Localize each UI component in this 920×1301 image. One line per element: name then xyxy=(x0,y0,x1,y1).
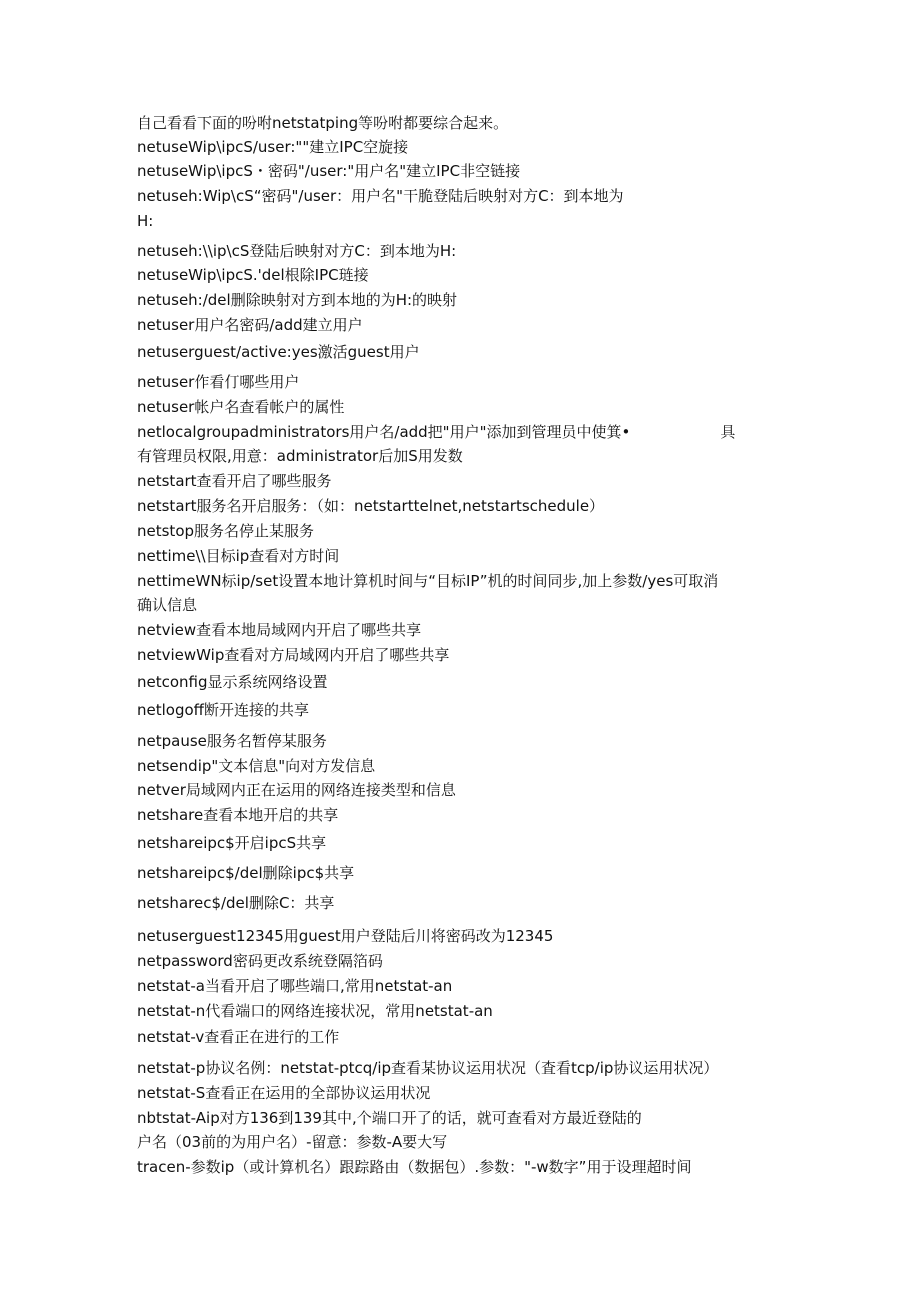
text-line-36: netstat-v查看正在进行的工作 xyxy=(137,1028,340,1046)
text-line-12: netuser帐户名查看帐户的属性 xyxy=(137,398,345,416)
text-line-29: netshareipc$开启ipcS共享 xyxy=(137,834,327,852)
text-line-10: netuserguest/active:yes激活guest用户 xyxy=(137,343,420,361)
text-line-21: netview查看本地局域网内开启了哪些共享 xyxy=(137,621,422,639)
text-line-34: netstat-a当看开启了哪些端口,常用netstat-an xyxy=(137,977,453,995)
text-line-6: netuseh:\\ip\cS登陆后映射对方C：到本地为H: xyxy=(137,242,457,260)
text-line-15: netstart查看开启了哪些服务 xyxy=(137,472,332,490)
text-line-13-suffix: 具 xyxy=(720,423,736,441)
text-line-14: 有管理员权限,用意：administrator后加S用发数 xyxy=(137,447,463,465)
text-line-13 xyxy=(137,422,735,442)
text-line-17: netstop服务名停止某服务 xyxy=(137,522,315,540)
text-line-40: 户名（03前的为用户名）-留意：参数-A要大写 xyxy=(137,1133,448,1151)
text-line-28: netshare查看本地开启的共享 xyxy=(137,806,339,824)
text-line-1: 自己看看下面的吩咐netstatping等吩咐都要综合起来。 xyxy=(137,114,509,132)
text-line-25: netpause服务名暂停某服务 xyxy=(137,732,327,750)
text-line-38: netstat-S查看正在运用的全部协议运用状况 xyxy=(137,1084,431,1102)
text-line-41: tracen-参数ip（或计算机名）跟踪路由（数据包）.参数："-w数字”用于设理超时间 xyxy=(137,1158,692,1176)
text-line-7: netuseWip\ipcS.'del根除IPC琏接 xyxy=(137,266,369,284)
text-line-32: netuserguest12345用guest用户登陆后川将密码改为12345 xyxy=(137,927,554,945)
text-line-30: netshareipc$/del删除ipc$共享 xyxy=(137,864,355,882)
text-line-3: netuseWip\ipcS・密码"/user:"用户名"建立IPC非空链接 xyxy=(137,162,521,180)
text-line-20: 确认信息 xyxy=(137,596,198,614)
text-line-13-main: netlocalgroupadministrators用户名/add把"用户"添加到管理员中使箕• xyxy=(137,423,631,441)
text-line-26: netsendip"文本信息"向对方发信息 xyxy=(137,757,376,775)
text-line-18: nettime\\目标ip查看对方时间 xyxy=(137,547,340,565)
text-line-37: netstat-p协议名例：netstat-ptcq/ip查看某协议运用状况（査看tcp/ip协议运用状况） xyxy=(137,1059,719,1077)
text-line-9: netuser用户名密码/add建立用户 xyxy=(137,316,363,334)
text-line-5: H: xyxy=(137,212,154,230)
text-line-33: netpassword密码更改系统登隔箔码 xyxy=(137,952,383,970)
text-line-2: netuseWip\ipcS/user:""建立IPC空旋接 xyxy=(137,138,409,156)
text-line-22: netviewWip查看对方局域网内开启了哪些共享 xyxy=(137,646,450,664)
text-line-24: netlogoff断开连接的共享 xyxy=(137,701,309,719)
text-line-4: netuseh:Wip\cS“密码"/user：用户名"干脆登陆后映射对方C：到本地为 xyxy=(137,187,624,205)
text-line-16: netstart服务名开启服务：（如：netstarttelnet,netstartschedule） xyxy=(137,497,605,515)
text-line-31: netsharec$/del删除C：共享 xyxy=(137,894,335,912)
text-line-11: netuser作看仃哪些用户 xyxy=(137,373,300,391)
text-line-23: netconfig显示系统网络设置 xyxy=(137,673,328,691)
text-line-19: nettimeWN标ip/set设置本地计算机时间与“目标IP”机的时间同步,加上参数/yes可取消 xyxy=(137,572,719,590)
text-line-35: netstat-n代看端口的网络连接状况，常用netstat-an xyxy=(137,1002,493,1020)
text-line-27: netver局域网内正在运用的网络连接类型和信息 xyxy=(137,781,456,799)
text-line-39: nbtstat-Aip对方136到139其中,个端口开了的话，就可查看对方最近登陆的 xyxy=(137,1109,642,1127)
text-line-8: netuseh:/del删除映射对方到本地的为H:的映射 xyxy=(137,291,458,309)
